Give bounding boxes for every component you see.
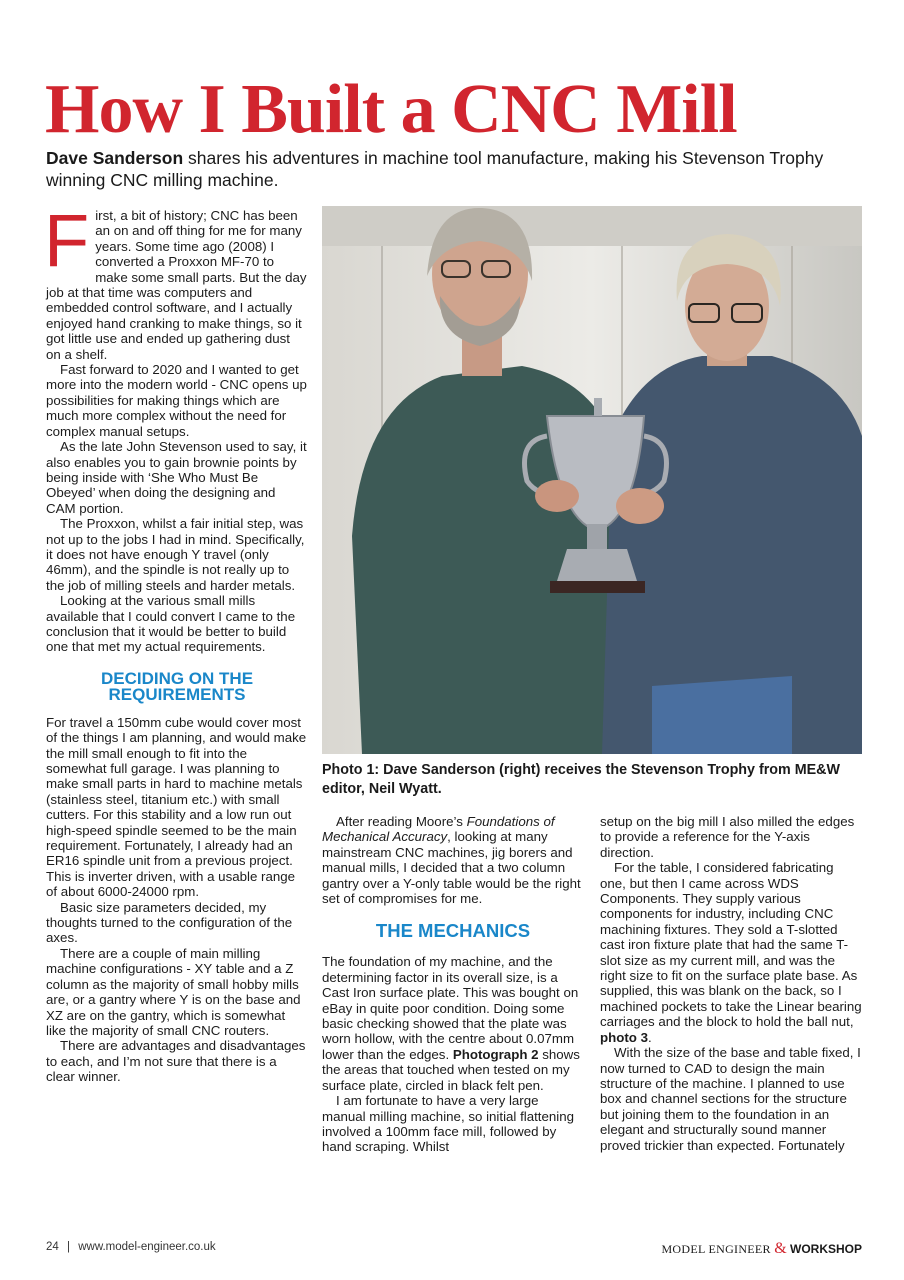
column-3 <box>600 814 862 1153</box>
paragraph: Basic size parameters decided, my thoughts turned to the configuration of the axes. <box>46 899 293 946</box>
paragraph: After reading Moore’s Foundations of Mechanical Accuracy, looking at many mainstream CNC machines, jig borers and manual mills, I decided that a two column gantry over a Y-only table would be the right set of compromises for me. <box>322 814 581 907</box>
paragraph: Looking at the various small mills available that I could convert I came to the conclusion that it would be better to build one that met my actual requirements. <box>46 593 296 655</box>
ampersand: & <box>774 1240 787 1257</box>
paragraph: For the table, I considered fabricating one, but then I came across WDS Components. They supply various components for industry, including CNC machining fixtures. They sold a T-slotted cast iron fixture plate that had the same T-slot size as my current mill, and was the right size to fit on the surface plate base. As supplied, this was blank on the back, so I machined pockets to take the Linear bearing carriages and the block to hold the ball nut, photo 3. <box>600 860 862 1045</box>
photo-illustration <box>322 206 862 754</box>
magazine-name-part2: WORKSHOP <box>790 1242 862 1256</box>
figure-reference: Photograph 2 <box>452 1046 539 1062</box>
column-2 <box>322 814 584 1155</box>
magazine-name-part1: MODEL ENGINEER <box>661 1242 771 1256</box>
standfirst-text: shares his adventures in machine tool manufacture, making his Stevenson Trophy winning CNC milling machine. <box>46 148 824 190</box>
footer-magazine-name <box>661 1240 862 1258</box>
paragraph: I am fortunate to have a very large manual milling machine, so initial flattening involved a 100mm face mill, followed by hand scraping. Whilst <box>322 1093 575 1155</box>
paragraph: There are a couple of main milling machine configurations - XY table and a Z column as the majority of small hobby mills are, or a gantry where Y is on the base and XZ are on the gantry, which is somewhat like the majority of small CNC routers. <box>46 945 301 1038</box>
paragraph: For travel a 150mm cube would cover most of the things I am planning, and would make the mill small enough to fit into the somewhat full garage. I was planning to make small parts in hard to machine metals (stainless steel, titanium etc.) with small cutters. For this stability and a low run out high-speed spindle seemed to be the main requirement. Fortunately, I already had an ER16 spindle unit from a previous project. This is inverter driven, with a usable range of about 6000-24000 rpm. <box>46 714 307 900</box>
paragraph: Fast forward to 2020 and I wanted to get more into the modern world - CNC opens up possibilities for making things which are much more complex without the need for complex manual setups. <box>46 362 307 439</box>
paragraph: The Proxxon, whilst a fair initial step, was not up to the jobs I had in mind. Specifically, it does not have enough Y travel (only 46mm), and the spindle is not really up to the job of milling steels and harder metals. <box>46 516 305 593</box>
separator: | <box>67 1241 70 1253</box>
standfirst-author: Dave Sanderson <box>46 148 184 168</box>
paragraph: With the size of the base and table fixed, I now turned to CAD to design the main structure of the machine. I planned to use box and channel sections for the structure but joining them to the foundation in an elegant and structurally sound manner proved trickier than expected. Fortunately <box>600 1045 861 1153</box>
photo-caption: Photo 1: Dave Sanderson (right) receives the Stevenson Trophy from ME&W editor, Neil Wyatt. <box>322 762 840 797</box>
section-heading-mechanics: THE MECHANICS <box>375 920 531 942</box>
page-number: 24 <box>46 1241 59 1253</box>
section-heading-requirements: DECIDING ON THE REQUIREMENTS <box>100 668 254 704</box>
figure-reference: photo 3 <box>600 1029 649 1045</box>
photo-trophy-presentation <box>322 206 862 754</box>
paragraph: setup on the big mill I also milled the edges to provide a reference for the Y-axis direction. <box>600 814 855 860</box>
column-1 <box>44 199 308 1085</box>
paragraph: First, a bit of history; CNC has been an on and off thing for me for many years. Some time ago (2008) I converted a Proxxon MF-70 to make some small parts. But the day job at that time was computers and embedded control software, and I actually enjoyed hand cranking to make things, so it got little use and ended up gathering dust on a shelf. <box>44 199 307 362</box>
footer-page-info <box>46 1241 216 1253</box>
standfirst <box>46 147 836 191</box>
paragraph: The foundation of my machine, and the determining factor in its overall size, is a Cast Iron surface plate. This was bought on eBay in quite poor condition. Doing some basic checking showed that the plate was worn hollow, with the centre about 0.07mm lower than the edges. Photograph 2 shows the areas that touched when tested on my surface plate, circled in black felt pen. <box>322 954 580 1093</box>
paragraph: As the late John Stevenson used to say, it also enables you to gain brownie points by being inside with ‘She Who Must Be Obeyed’ when doing the designing and CAM portion. <box>46 439 307 516</box>
article-title: How I Built a CNC Mill <box>45 71 737 148</box>
drop-cap: F <box>44 199 90 282</box>
paragraph: There are advantages and disadvantages to each, and I’m not sure that there is a clear winner. <box>46 1038 306 1085</box>
website-url[interactable]: www.model-engineer.co.uk <box>78 1241 216 1253</box>
book-title: Foundations of Mechanical Accuracy <box>322 814 555 845</box>
